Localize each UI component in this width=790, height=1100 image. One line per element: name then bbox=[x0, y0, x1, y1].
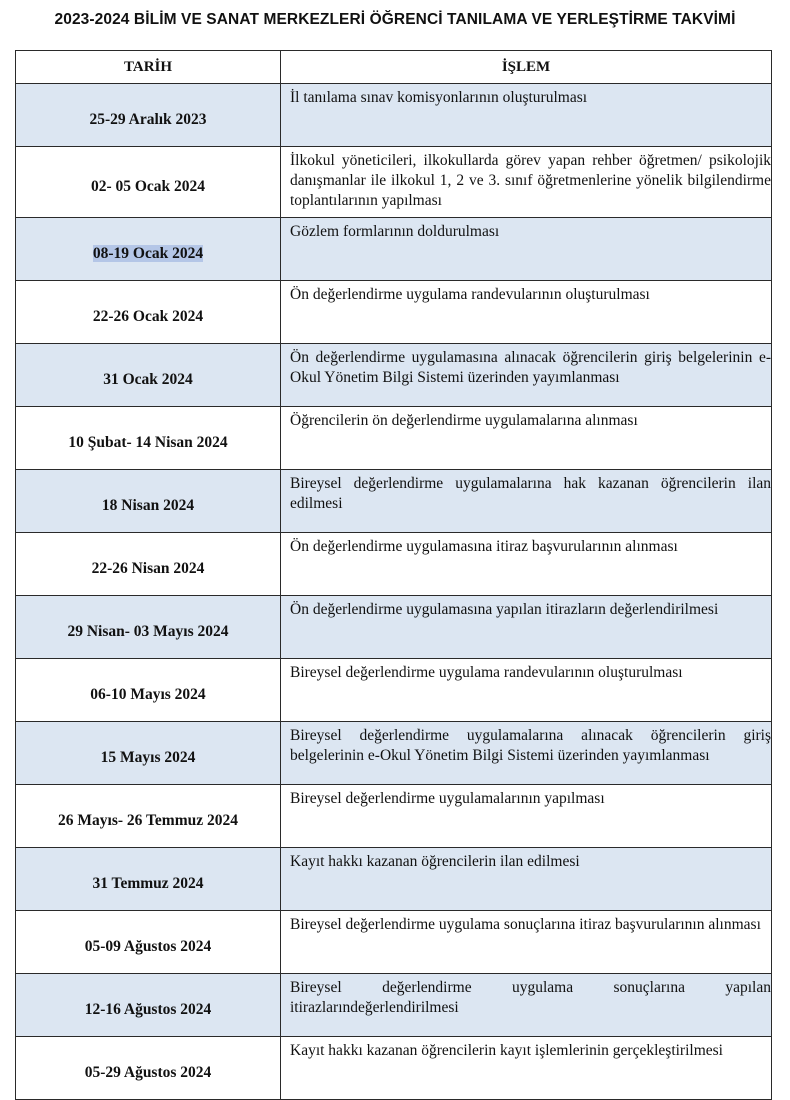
operation-text: Bireysel değerlendirme uygulamalarına alınacak öğrencilerin giriş belgelerinin e-Okul Yönetim Bilgi Sistemi üzerinden yayımlanması bbox=[290, 727, 771, 764]
table-row bbox=[16, 218, 772, 281]
operation-text: İl tanılama sınav komisyonlarının oluşturulması bbox=[290, 89, 588, 106]
date-cell: 22-26 Nisan 2024 bbox=[16, 533, 281, 596]
date-cell: 22-26 Ocak 2024 bbox=[16, 281, 281, 344]
operation-cell bbox=[281, 848, 772, 911]
operation-cell bbox=[281, 911, 772, 974]
date-cell: 06-10 Mayıs 2024 bbox=[16, 659, 281, 722]
operation-cell bbox=[281, 974, 772, 1037]
date-cell: 29 Nisan- 03 Mayıs 2024 bbox=[16, 596, 281, 659]
column-header-operation: İŞLEM bbox=[281, 51, 772, 84]
operation-text: Ön değerlendirme uygulamasına itiraz başvurularının alınması bbox=[290, 538, 678, 555]
operation-cell bbox=[281, 785, 772, 848]
operation-cell bbox=[281, 533, 772, 596]
page-title: 2023-2024 BİLİM VE SANAT MERKEZLERİ ÖĞRENCİ TANILAMA VE YERLEŞTİRME TAKVİMİ bbox=[54, 11, 736, 28]
table-row bbox=[16, 785, 772, 848]
operation-cell bbox=[281, 407, 772, 470]
date-cell: 12-16 Ağustos 2024 bbox=[16, 974, 281, 1037]
date-cell bbox=[16, 218, 281, 281]
table-row bbox=[16, 407, 772, 470]
operation-cell bbox=[281, 344, 772, 407]
operation-cell bbox=[281, 596, 772, 659]
operation-text: Bireysel değerlendirme uygulamalarına hak kazanan öğrencilerin ilan edilmesi bbox=[290, 475, 771, 512]
date-cell: 26 Mayıs- 26 Temmuz 2024 bbox=[16, 785, 281, 848]
operation-text: Ön değerlendirme uygulamasına yapılan itirazların değerlendirilmesi bbox=[290, 601, 719, 618]
operation-text: Bireysel değerlendirme uygulamalarının yapılması bbox=[290, 790, 605, 807]
operation-cell bbox=[281, 722, 772, 785]
operation-text: Öğrencilerin ön değerlendirme uygulamalarına alınması bbox=[290, 412, 638, 429]
table-header-row bbox=[16, 51, 772, 84]
date-cell: 05-29 Ağustos 2024 bbox=[16, 1037, 281, 1100]
column-header-date: TARİH bbox=[16, 51, 281, 84]
highlighted-date: 08-19 Ocak 2024 bbox=[92, 245, 204, 262]
operation-cell bbox=[281, 659, 772, 722]
date-cell: 31 Temmuz 2024 bbox=[16, 848, 281, 911]
table-row bbox=[16, 344, 772, 407]
table-row bbox=[16, 848, 772, 911]
operation-text: Kayıt hakkı kazanan öğrencilerin ilan edilmesi bbox=[290, 853, 580, 870]
table-row bbox=[16, 659, 772, 722]
operation-cell bbox=[281, 84, 772, 147]
operation-text: İlkokul yöneticileri, ilkokullarda görev yapan rehber öğretmen/ psikolojik danışmanlar ile ilkokul 1, 2 ve 3. sınıf öğretmenlerine yönelik bilgilendirme toplantılarının yapılması bbox=[290, 152, 771, 209]
operation-cell bbox=[281, 218, 772, 281]
operation-text: Ön değerlendirme uygulamasına alınacak öğrencilerin giriş belgelerinin e-Okul Yönetim Bilgi Sistemi üzerinden yayımlanması bbox=[290, 349, 771, 386]
date-cell: 25-29 Aralık 2023 bbox=[16, 84, 281, 147]
operation-text: Bireysel değerlendirme uygulama sonuçlarına itiraz başvurularının alınması bbox=[290, 916, 761, 933]
table-row bbox=[16, 281, 772, 344]
date-cell: 02- 05 Ocak 2024 bbox=[16, 147, 281, 218]
date-cell: 18 Nisan 2024 bbox=[16, 470, 281, 533]
table-row bbox=[16, 974, 772, 1037]
date-cell: 05-09 Ağustos 2024 bbox=[16, 911, 281, 974]
operation-text: Kayıt hakkı kazanan öğrencilerin kayıt işlemlerinin gerçekleştirilmesi bbox=[290, 1042, 723, 1059]
table-row bbox=[16, 84, 772, 147]
operation-text: Ön değerlendirme uygulama randevularının oluşturulması bbox=[290, 286, 650, 303]
table-row bbox=[16, 911, 772, 974]
table-row bbox=[16, 1037, 772, 1100]
table-row bbox=[16, 470, 772, 533]
schedule-table bbox=[15, 50, 772, 1100]
operation-cell bbox=[281, 147, 772, 218]
table-row bbox=[16, 533, 772, 596]
date-cell: 15 Mayıs 2024 bbox=[16, 722, 281, 785]
operation-text: Bireysel değerlendirme uygulama sonuçlarına yapılan itirazlarındeğerlendirilmesi bbox=[290, 979, 771, 1016]
operation-text: Bireysel değerlendirme uygulama randevularının oluşturulması bbox=[290, 664, 683, 681]
date-cell: 10 Şubat- 14 Nisan 2024 bbox=[16, 407, 281, 470]
operation-cell bbox=[281, 281, 772, 344]
table-row bbox=[16, 722, 772, 785]
date-cell: 31 Ocak 2024 bbox=[16, 344, 281, 407]
operation-cell bbox=[281, 470, 772, 533]
table-row bbox=[16, 596, 772, 659]
operation-cell bbox=[281, 1037, 772, 1100]
operation-text: Gözlem formlarının doldurulması bbox=[290, 223, 500, 240]
table-row bbox=[16, 147, 772, 218]
